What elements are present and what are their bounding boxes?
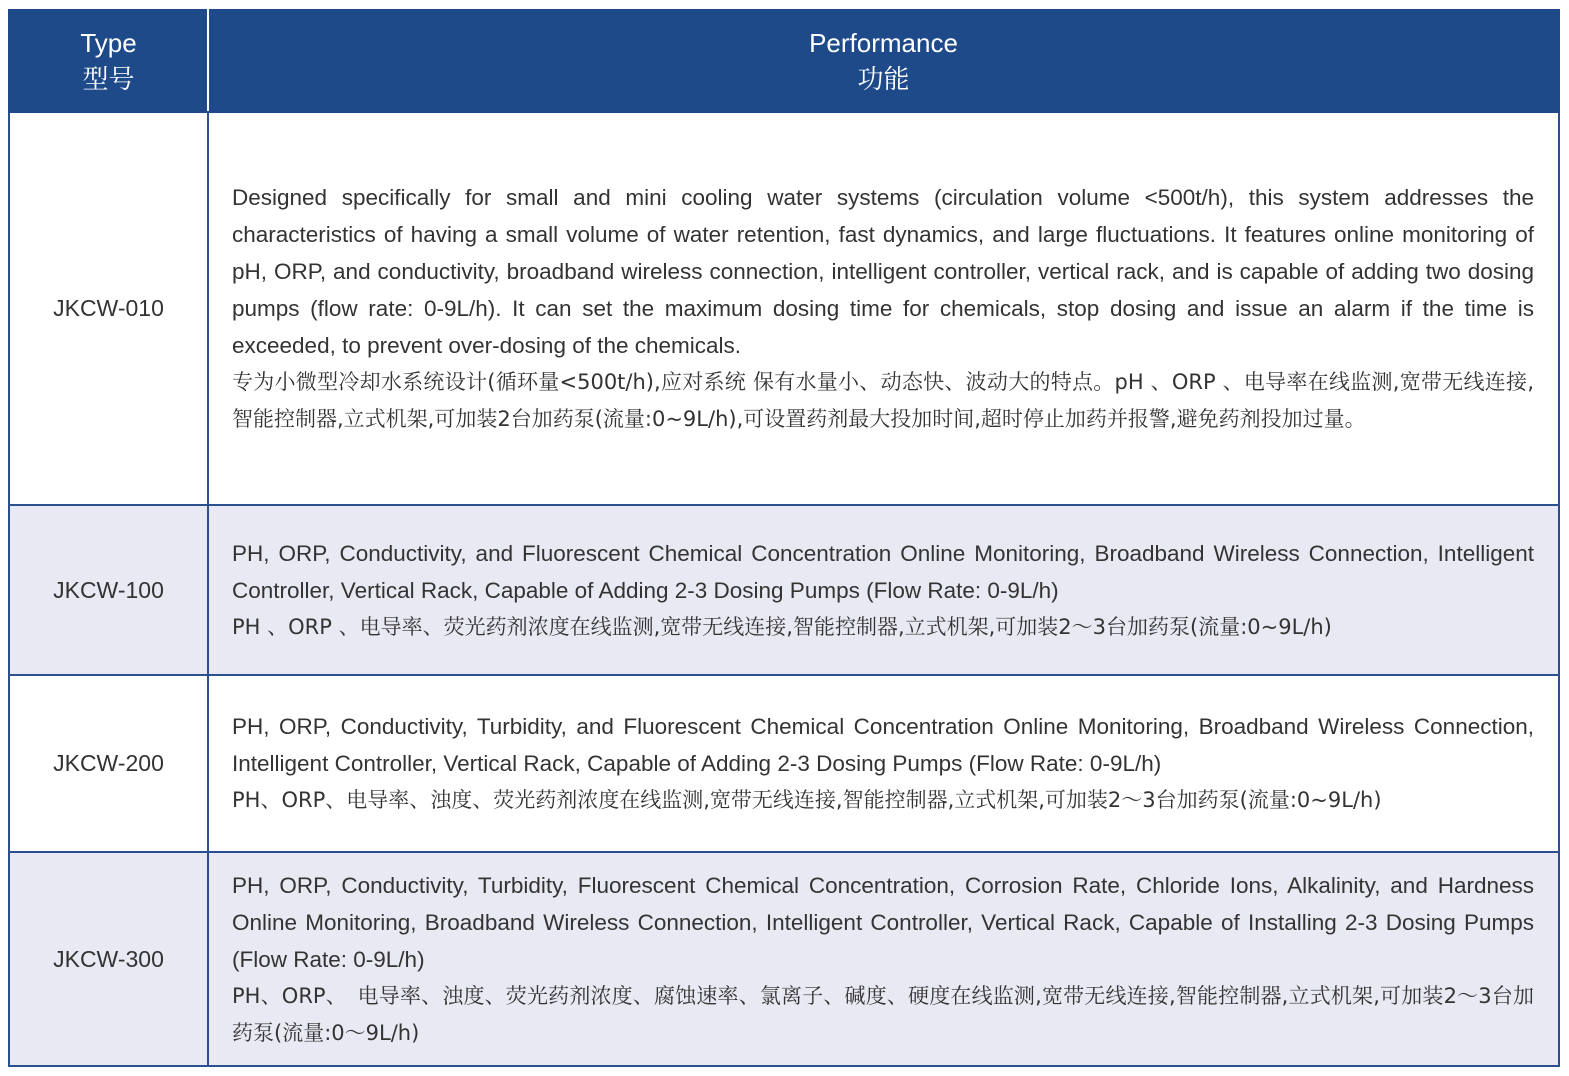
- performance-zh: 专为小微型冷却水系统设计(循环量<500t/h),应对系统 保有水量小、动态快、波动大的特点。pH 、ORP 、电导率在线监测,宽带无线连接,智能控制器,立式机架,可加装2台加药泵(流量:0~9L/h),可设置药剂最大投加时间,超时停止加药并报警,避免药剂投加过量。: [232, 370, 1534, 431]
- performance-cell: [208, 505, 1559, 675]
- model-cell: JKCW-100: [9, 505, 208, 675]
- performance-zh: PH、ORP、 电导率、浊度、荧光药剂浓度、腐蚀速率、氯离子、碱度、硬度在线监测,宽带无线连接,智能控制器,立式机架,可加装2～3台加药泵(流量:0～9L/h): [232, 983, 1534, 1045]
- header-type-en: Type: [80, 28, 137, 58]
- header-row: [9, 10, 1559, 112]
- product-spec-table: [8, 9, 1560, 1067]
- table-header: [9, 10, 1559, 112]
- header-performance: [208, 10, 1559, 112]
- model-cell: JKCW-200: [9, 675, 208, 852]
- header-performance-en: Performance: [809, 28, 958, 58]
- header-type-zh: 型号: [82, 64, 135, 94]
- performance-en: PH, ORP, Conductivity, Turbidity, Fluorescent Chemical Concentration, Corrosion Rate, Chloride Ions, Alkalinity, and Hardness Online Monitoring, Broadband Wireless Connection, Intelligent Controller, Vertical Rack, Capable of Installing 2-3 Dosing Pumps (Flow Rate: 0-9L/h): [232, 872, 1534, 972]
- performance-cell: [208, 852, 1559, 1066]
- performance-cell: [208, 112, 1559, 505]
- table-row: [9, 112, 1559, 505]
- performance-cell: [208, 675, 1559, 852]
- performance-zh: PH 、ORP 、电导率、荧光药剂浓度在线监测,宽带无线连接,智能控制器,立式机架,可加装2～3台加药泵(流量:0~9L/h): [232, 614, 1332, 639]
- header-type: [9, 10, 208, 112]
- model-cell: JKCW-300: [9, 852, 208, 1066]
- performance-zh: PH、ORP、电导率、浊度、荧光药剂浓度在线监测,宽带无线连接,智能控制器,立式机架,可加装2～3台加药泵(流量:0~9L/h): [232, 788, 1382, 812]
- performance-en: PH, ORP, Conductivity, Turbidity, and Fluorescent Chemical Concentration Online Monitoring, Broadband Wireless Connection, Intelligent Controller, Vertical Rack, Capable of Adding 2-3 Dosing Pumps (Flow Rate: 0-9L/h): [232, 714, 1534, 776]
- table-row: [9, 675, 1559, 852]
- table-row: [9, 852, 1559, 1066]
- performance-en: PH, ORP, Conductivity, and Fluorescent Chemical Concentration Online Monitoring, Broadband Wireless Connection, Intelligent Controller, Vertical Rack, Capable of Adding 2-3 Dosing Pumps (Flow Rate: 0-9L/h): [232, 540, 1534, 603]
- table-body: [9, 112, 1559, 1066]
- performance-en: Designed specifically for small and mini cooling water systems (circulation volume <500t/h), this system addresses the characteristics of having a small volume of water retention, fast dynamics, and large fluctuations. It features online monitoring of pH, ORP, and conductivity, broadband wireless connection, intelligent controller, vertical rack, and is capable of adding two dosing pumps (flow rate: 0-9L/h). It can set the maximum dosing time for chemicals, stop dosing and issue an alarm if the time is exceeded, to prevent over-dosing of the chemicals.: [232, 185, 1534, 358]
- model-cell: JKCW-010: [9, 112, 208, 505]
- header-performance-zh: 功能: [857, 64, 910, 94]
- table-row: [9, 505, 1559, 675]
- product-spec-table-wrapper: [8, 9, 1558, 1065]
